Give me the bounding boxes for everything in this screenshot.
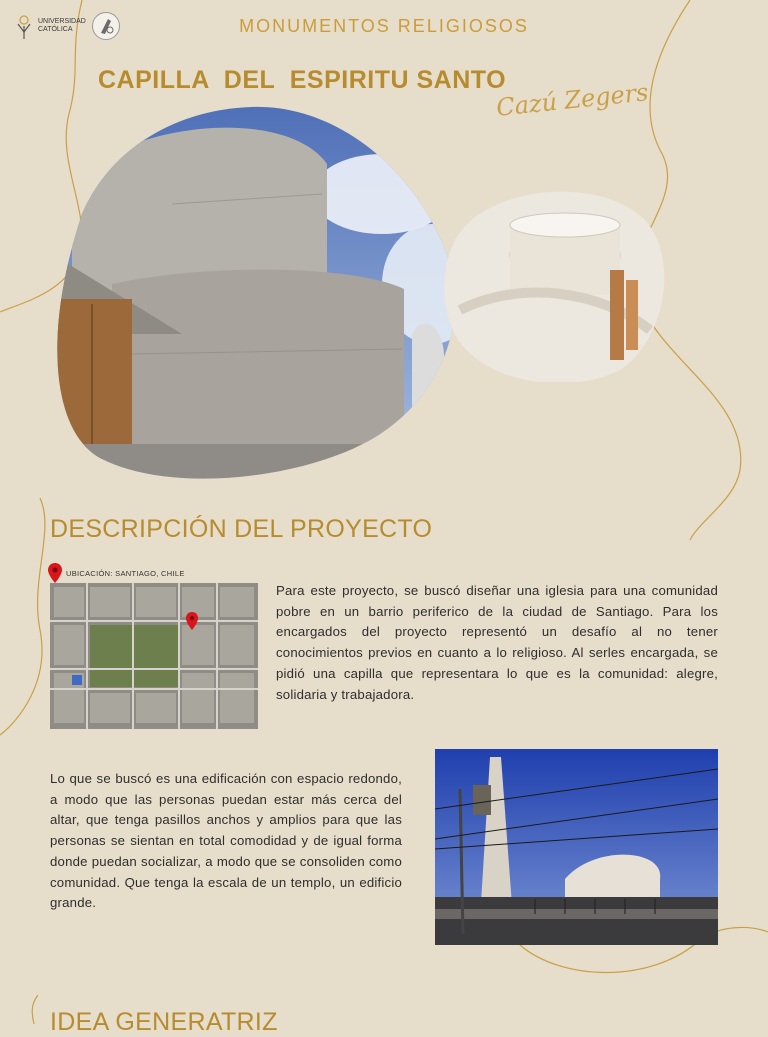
location-label: UBICACIÓN: SANTIAGO, CHILE: [66, 568, 185, 578]
description-paragraph-2: Lo que se buscó es una edificación con espacio redondo, a modo que las personas puedan estar más cerca del altar, que tenga pasillos anchos y amplios para que las personas se sientan en total comodidad y de igual forma donde puedan socializar, a modo que se consoliden como comunidad. Que tenga la escala de un templo, un edificio grande.: [50, 771, 402, 911]
description-paragraph-1: Para este proyecto, se buscó diseñar una iglesia para una comunidad pobre en un barrio periferico de la ciudad de Santiago. Para los encargados del proyecto representó un desafío al no tener conocimientos previos en cuanto a lo religioso. Al serles encargada, se pidió una capilla que representara lo que es la comunidad: alegre, solidaria y trabajadora.: [276, 583, 718, 702]
chapel-street-photo: [435, 749, 718, 945]
map-pin-icon: [48, 563, 62, 583]
header-title: MONUMENTOS RELIGIOSOS: [239, 16, 529, 36]
chapel-model-photo: [440, 180, 670, 382]
section-title-idea: IDEA GENERATRIZ: [50, 1008, 278, 1036]
chapel-hero-photo: [52, 104, 458, 486]
location-map: [50, 583, 258, 729]
architect-signature: Cazú Zegers: [494, 78, 650, 122]
location-tag: [48, 563, 185, 583]
page-title: CAPILLA DEL ESPIRITU SANTO: [98, 66, 507, 94]
university-name-line2: CATÓLICA: [38, 26, 73, 33]
section-title-description: DESCRIPCIÓN DEL PROYECTO: [50, 515, 433, 543]
university-name-line1: UNIVERSIDAD: [38, 18, 86, 25]
